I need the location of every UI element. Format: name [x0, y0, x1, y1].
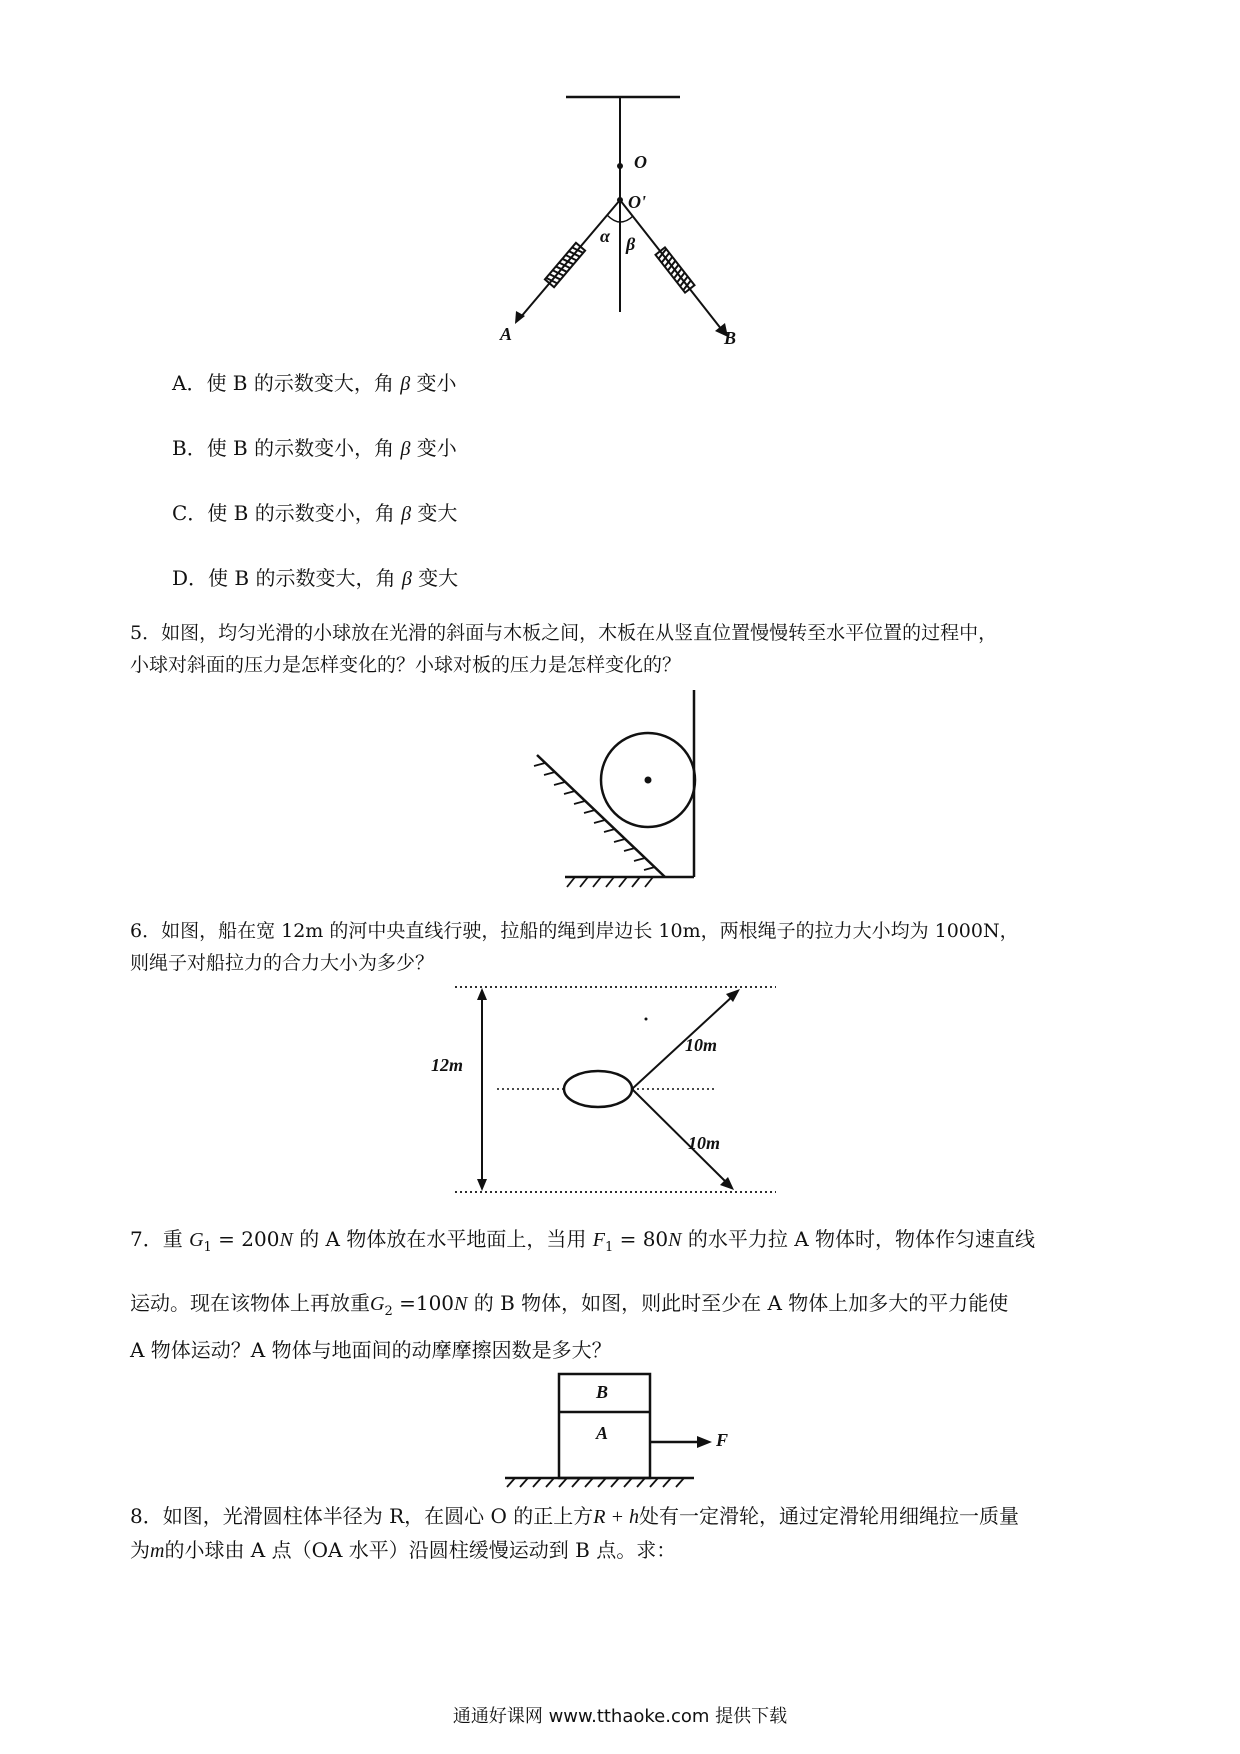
- option-b-text-end: 变小: [416, 436, 457, 460]
- option-d-symbol: β: [401, 568, 412, 590]
- label-a: A: [500, 324, 513, 344]
- q7-g1-sub: 1: [203, 1240, 212, 1255]
- q7-g1-val: = 200: [211, 1227, 280, 1251]
- label-o-prime: O': [628, 192, 646, 212]
- q7-text-2: 的 A 物体放在水平地面上，当用: [299, 1227, 587, 1251]
- label-rope-bottom: 10m: [688, 1133, 721, 1153]
- q8-text-3: 为: [130, 1538, 150, 1562]
- label-b: B: [724, 328, 737, 348]
- label-width: 12m: [431, 1055, 464, 1075]
- option-b-text: B．使 B 的示数变小，角: [172, 436, 395, 460]
- page-footer: 通通好课网 www.tthaoke.com 提供下载: [452, 1706, 788, 1727]
- q7-f1: F: [592, 1229, 605, 1251]
- label-beta: β: [626, 234, 636, 254]
- option-c-symbol: β: [401, 503, 412, 525]
- q8-m: m: [150, 1540, 165, 1562]
- option-a-symbol: β: [400, 373, 411, 395]
- label-block-a: A: [596, 1423, 609, 1443]
- q7-text-4: 运动。现在该物体上再放重: [130, 1291, 370, 1315]
- q6-line-1: 6．如图，船在宽 12m 的河中央直线行驶，拉船的绳到岸边长 10m，两根绳子的拉力大小均为 1000N，: [130, 920, 1019, 942]
- label-alpha: α: [600, 226, 610, 246]
- q8-line-2: [130, 1537, 676, 1564]
- q6-line-2: 则绳子对船拉力的合力大小为多少？: [130, 952, 435, 974]
- q8-text-4: 的小球由 A 点（OA 水平）沿圆柱缓慢运动到 B 点。求：: [164, 1538, 677, 1562]
- q8-expr: R + h: [593, 1506, 639, 1528]
- option-c-text-end: 变大: [417, 501, 458, 525]
- q7-g2-sub: 2: [384, 1304, 393, 1319]
- option-c-text: C．使 B 的示数变小，角: [172, 501, 395, 525]
- label-o: O: [634, 152, 647, 172]
- q7-line-3: A 物体运动？A 物体与地面间的动摩摩擦因数是多大？: [130, 1338, 612, 1362]
- q7-g2: G: [370, 1293, 385, 1315]
- q5-line-2: 小球对斜面的压力是怎样变化的？小球对板的压力是怎样变化的？: [130, 654, 682, 676]
- label-block-b: B: [596, 1382, 609, 1402]
- q8-text-1: 8．如图，光滑圆柱体半径为 R，在圆心 O 的正上方: [130, 1504, 594, 1528]
- q7-f1-sub: 1: [604, 1240, 614, 1255]
- label-force-f: F: [716, 1430, 729, 1450]
- q7-text-1: 7．重: [130, 1227, 183, 1251]
- q7-unit-3: N: [454, 1293, 468, 1315]
- option-d-text-end: 变大: [418, 566, 459, 590]
- q7-f1-val: = 80: [613, 1227, 669, 1251]
- q7-text-3: 的水平力拉 A 物体时，物体作匀速直线: [687, 1227, 1036, 1251]
- q5-line-1: 5．如图，均匀光滑的小球放在光滑的斜面与木板之间，木板在从竖直位置慢慢转至水平位置的过程中，: [130, 622, 998, 644]
- q8-text-2: 处有一定滑轮，通过定滑轮用细绳拉一质量: [638, 1504, 1019, 1528]
- q7-g1: G: [189, 1229, 204, 1251]
- q7-unit-2: N: [668, 1229, 682, 1251]
- q8-line-1: [130, 1503, 1019, 1530]
- option-a-text-end: 变小: [416, 371, 457, 395]
- option-d-text: D．使 B 的示数变大，角: [172, 566, 396, 590]
- q7-text-5: 的 B 物体，如图，则此时至少在 A 物体上加多大的平力能使: [473, 1291, 1009, 1315]
- q7-g2-val: =100: [392, 1291, 455, 1315]
- option-b-symbol: β: [400, 438, 411, 460]
- label-rope-top: 10m: [685, 1035, 718, 1055]
- q7-unit-1: N: [279, 1229, 293, 1251]
- option-a-text: A．使 B 的示数变大，角: [172, 371, 394, 395]
